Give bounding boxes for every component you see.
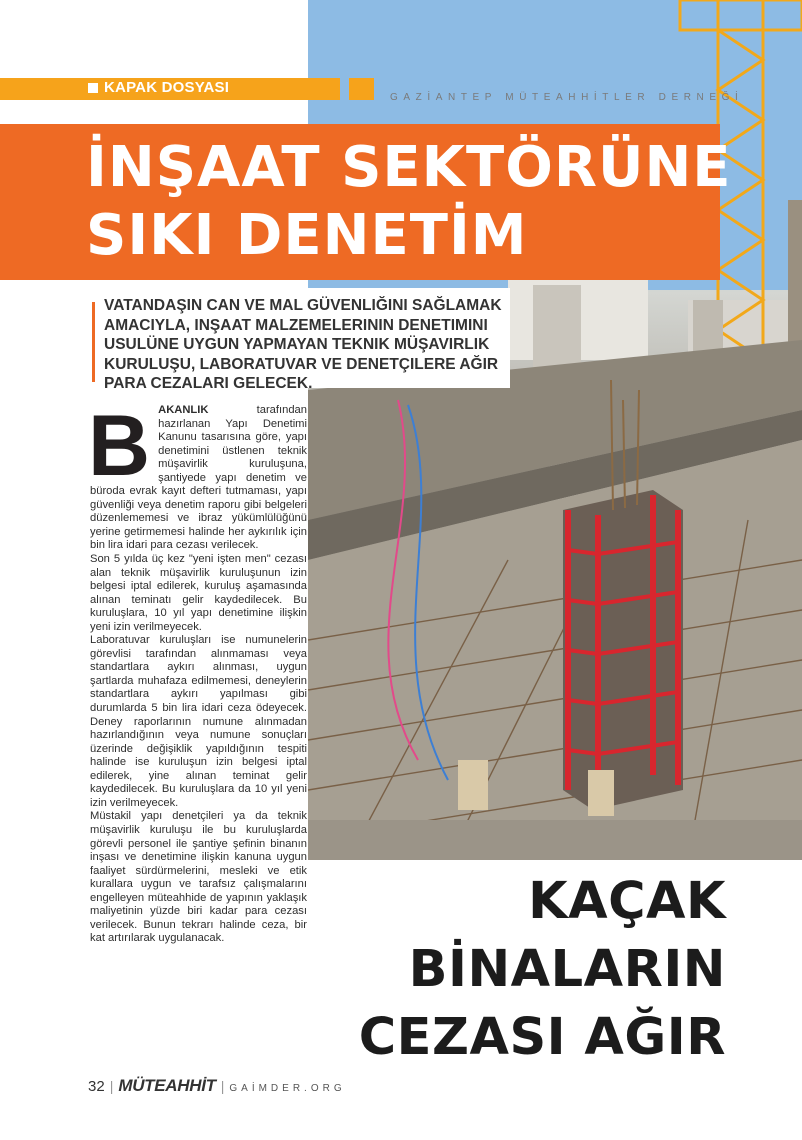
paragraph-3: Laboratuvar kuruluşları ise numunelerin görevlisi tarafından alınmaması veya standartlara aykırı alınması, uygun şartlarda muhafaza edilmemesi, deneylerin standartlara aykırı yapılması gibi durumlarda 5 bin lira idari ceza ödeyecek. Deney raporlarının numune alınmadan hazırlandığının veya numune sonuçları üzerinde değişiklik yapıldığının tespiti halinde ise kuruluşun izin belgesi iptal edilerek, yine alınan teminat gelir kaydedilecek. Bu kuruluşlara da 10 yıl yeni izin verilmeyecek. (90, 634, 307, 809)
pull-quote (359, 868, 726, 1072)
paragraph-2: Son 5 yılda üç kez "yeni işten men" cezası alan teknik müşavirlik kuruluşunun izin belgesi iptal edilerek, kuruluş aşamasında alınan teminatı gelir kaydedilecek. Bu kuruluşlara, 10 yıl yapı denetimine ilişkin yeni izin verilmeyecek. (90, 553, 307, 633)
pull-quote-line-1: KAÇAK (528, 872, 726, 931)
lead-paragraph: VATANDAŞIN CAN VE MAL GÜVENLIĞINI SAĞLAMAK AMACIYLA, INŞAAT MALZEMELERININ DENETIMINI USULÜNE UYGUN YAPMAYAN TEKNIK MÜŞAVIRLIK KURULUŞU, LABORATUVAR VE DENETÇILERE AĞIR PARA CEZALARI GELECEK. (104, 297, 502, 392)
headline (86, 134, 732, 270)
footer-separator: | (109, 1078, 114, 1094)
section-bullet-icon (88, 83, 98, 93)
association-name: GAZİANTEP MÜTEAHHİTLER DERNEĞİ (390, 92, 744, 103)
magazine-logo: MÜTEAHHİT (118, 1076, 216, 1095)
article-body (88, 398, 307, 946)
pull-quote-line-3: CEZASI AĞIR (358, 1008, 726, 1067)
page-margin (0, 0, 308, 80)
lead-rule (92, 302, 95, 382)
section-label: KAPAK DOSYASI (104, 79, 230, 96)
page-number: 32 (88, 1078, 105, 1095)
pull-quote-line-2: BİNALARIN (408, 940, 726, 999)
paragraph-1 (88, 398, 307, 553)
headline-line-2: SIKI DENETİM (86, 203, 528, 268)
website[interactable]: GAİMDER.ORG (229, 1083, 346, 1094)
section-accent-square (349, 78, 374, 100)
paragraph-4: Müstakil yapı denetçileri ya da teknik müşavirlik kuruluşu ile bu kuruluşlarda görevli personel ile şantiye şefinin binanın inşası ve denetimine ilişkin kanuna uygun faaliyet sürdürmelerini, mesleki ve etik kurallara uygun ve tarafsız çalışmalarını engelleyen müteahhide de yapının yaklaşık maliyetinin yüzde biri kadar para cezası verilecek. Bunun tekrarı halinde ceza, bir kat artırılarak uygulanacak. (90, 810, 307, 945)
headline-line-1: İNŞAAT SEKTÖRÜNE (86, 135, 732, 200)
footer-separator-2: | (220, 1078, 225, 1094)
paragraph-1-text: tarafından hazırlanan Yapı Denetimi Kanunu tasarısına göre, yapı denetimini üstlenen teknik müşavirlik kuruluşuna, şantiyede yapı denetim ve büroda evrak kayıt defteri tutmaması, yapı güvenliği veya denetim raporu gibi belgeleri düzenlememesi ve ibraz yükümlülüğünü yerine getirmemesi halinde her aykırılık için bin lira idari para cezası verilecek. (90, 404, 307, 552)
first-word: AKANLIK (158, 404, 209, 416)
page-footer (88, 1076, 346, 1096)
drop-cap: B (88, 398, 151, 494)
